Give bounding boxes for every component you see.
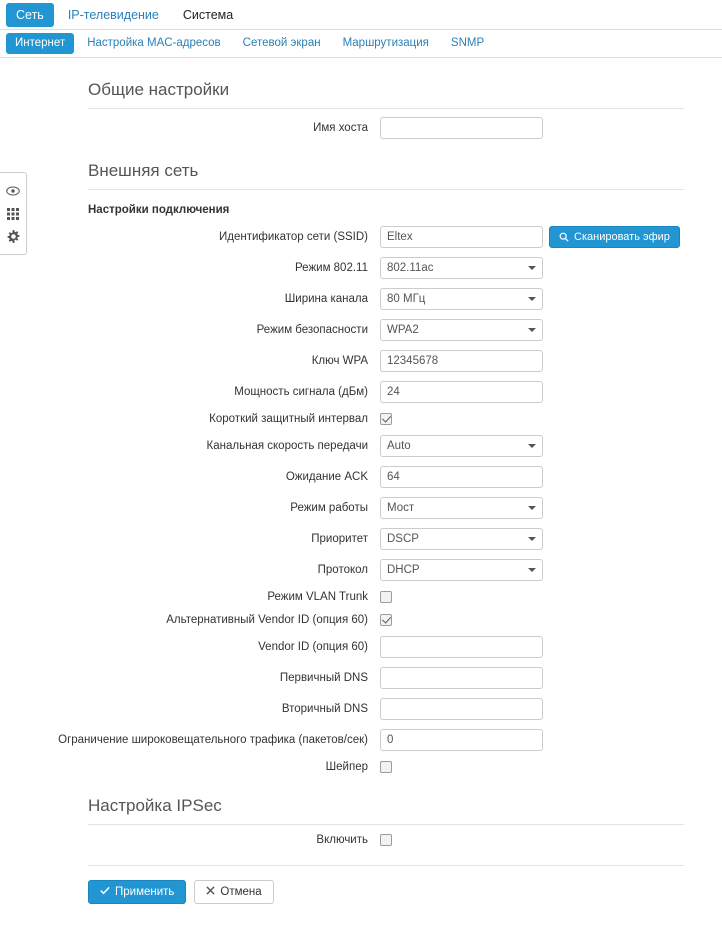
section-title-general: Общие настройки (88, 80, 684, 109)
form-actions (88, 865, 684, 904)
field-dns-secondary (0, 698, 702, 720)
label-ipsec-enable: Включить (316, 834, 368, 846)
chevron-down-icon (528, 297, 536, 301)
tab-firewall[interactable]: Сетевой экран (242, 37, 321, 49)
check-icon (100, 881, 110, 903)
nav-item-system[interactable]: Система (182, 7, 234, 22)
subsection-title-connection: Настройки подключения (88, 204, 230, 216)
short-gi-checkbox[interactable] (380, 413, 392, 425)
label-alt-vendor-id: Альтернативный Vendor ID (опция 60) (166, 614, 368, 626)
label-work-mode: Режим работы (290, 502, 368, 514)
protocol-value: DHCP (387, 564, 420, 576)
vlan-trunk-checkbox[interactable] (380, 591, 392, 603)
security-mode-select[interactable] (380, 319, 543, 341)
work-mode-value: Мост (387, 502, 415, 514)
field-security-mode (0, 319, 702, 341)
label-security-mode: Режим безопасности (256, 324, 368, 336)
ack-timeout-input[interactable] (380, 466, 543, 488)
wpa-key-input[interactable] (380, 350, 543, 372)
dns-primary-input[interactable] (380, 667, 543, 689)
label-vendor-id: Vendor ID (опция 60) (258, 641, 368, 653)
chevron-down-icon (528, 506, 536, 510)
field-channel-width (0, 288, 702, 310)
mode-80211-select[interactable] (380, 257, 543, 279)
field-link-rate (0, 435, 702, 457)
field-mode-80211 (0, 257, 702, 279)
eye-icon[interactable] (0, 179, 26, 202)
scan-air-label: Сканировать эфир (574, 231, 670, 243)
dns-secondary-input[interactable] (380, 698, 543, 720)
work-mode-select[interactable] (380, 497, 543, 519)
mode-80211-value: 802.11ac (387, 262, 434, 274)
priority-value: DSCP (387, 533, 419, 545)
field-vlan-trunk (0, 590, 702, 604)
tool-rail (0, 172, 27, 255)
label-hostname: Имя хоста (313, 122, 368, 134)
label-shaper: Шейпер (325, 761, 368, 773)
link-rate-select[interactable] (380, 435, 543, 457)
label-dns-secondary: Вторичный DNS (281, 703, 368, 715)
broadcast-limit-input[interactable] (380, 729, 543, 751)
tab-mac-settings[interactable]: Настройка MAC-адресов (87, 37, 221, 49)
section-title-wan: Внешняя сеть (88, 161, 684, 190)
field-dns-primary (0, 667, 702, 689)
search-icon (559, 232, 569, 242)
field-work-mode (0, 497, 702, 519)
field-shaper (0, 760, 702, 774)
hostname-input[interactable] (380, 117, 543, 139)
label-link-rate: Канальная скорость передачи (206, 440, 368, 452)
cancel-label: Отмена (220, 886, 262, 898)
label-protocol: Протокол (317, 564, 368, 576)
priority-select[interactable] (380, 528, 543, 550)
chevron-down-icon (528, 444, 536, 448)
chevron-down-icon (528, 537, 536, 541)
label-mode-80211: Режим 802.11 (295, 262, 368, 274)
apply-label: Применить (115, 886, 175, 898)
channel-width-select[interactable] (380, 288, 543, 310)
link-rate-value: Auto (387, 440, 411, 452)
field-wpa-key (0, 350, 702, 372)
label-channel-width: Ширина канала (284, 293, 368, 305)
settings-content (0, 80, 722, 904)
scan-air-button[interactable] (549, 226, 680, 248)
label-signal-power: Мощность сигнала (дБм) (234, 386, 368, 398)
label-short-gi: Короткий защитный интервал (209, 413, 368, 425)
field-priority (0, 528, 702, 550)
security-mode-value: WPA2 (387, 324, 419, 336)
close-icon (206, 881, 215, 903)
label-broadcast-limit: Ограничение широковещательного трафика (пакетов/сек) (58, 734, 368, 746)
field-alt-vendor-id (0, 613, 702, 627)
field-ssid (0, 226, 702, 248)
tab-internet[interactable]: Интернет (6, 33, 74, 54)
apply-button[interactable] (88, 880, 186, 904)
field-ack-timeout (0, 466, 702, 488)
field-broadcast-limit (0, 729, 702, 751)
field-signal-power (0, 381, 702, 403)
label-dns-primary: Первичный DNS (279, 672, 368, 684)
channel-width-value: 80 МГц (387, 293, 426, 305)
tab-routing[interactable]: Маршрутизация (342, 37, 429, 49)
gear-icon[interactable] (0, 225, 26, 248)
label-wpa-key: Ключ WPA (311, 355, 368, 367)
label-priority: Приоритет (311, 533, 368, 545)
field-vendor-id (0, 636, 702, 658)
main-navigation (0, 0, 722, 30)
shaper-checkbox[interactable] (380, 761, 392, 773)
sub-navigation (0, 30, 722, 58)
chevron-down-icon (528, 568, 536, 572)
field-short-gi (0, 412, 702, 426)
nav-item-network[interactable]: Сеть (6, 3, 54, 27)
protocol-select[interactable] (380, 559, 543, 581)
field-protocol (0, 559, 702, 581)
section-title-ipsec: Настройка IPSec (88, 796, 684, 825)
chevron-down-icon (528, 328, 536, 332)
field-hostname (0, 117, 702, 139)
field-ipsec-enable (0, 833, 702, 847)
label-ssid: Идентификатор сети (SSID) (218, 231, 368, 243)
label-vlan-trunk: Режим VLAN Trunk (267, 591, 368, 603)
chevron-down-icon (528, 266, 536, 270)
signal-power-input[interactable] (380, 381, 543, 403)
label-ack-timeout: Ожидание ACK (285, 471, 368, 483)
nav-item-iptv[interactable]: IP-телевидение (67, 7, 159, 22)
vendor-id-input[interactable] (380, 636, 543, 658)
tab-snmp[interactable]: SNMP (450, 37, 485, 49)
cancel-button[interactable] (194, 880, 273, 904)
ssid-input[interactable] (380, 226, 543, 248)
grid-icon[interactable] (0, 202, 26, 225)
alt-vendor-id-checkbox[interactable] (380, 614, 392, 626)
ipsec-enable-checkbox[interactable] (380, 834, 392, 846)
